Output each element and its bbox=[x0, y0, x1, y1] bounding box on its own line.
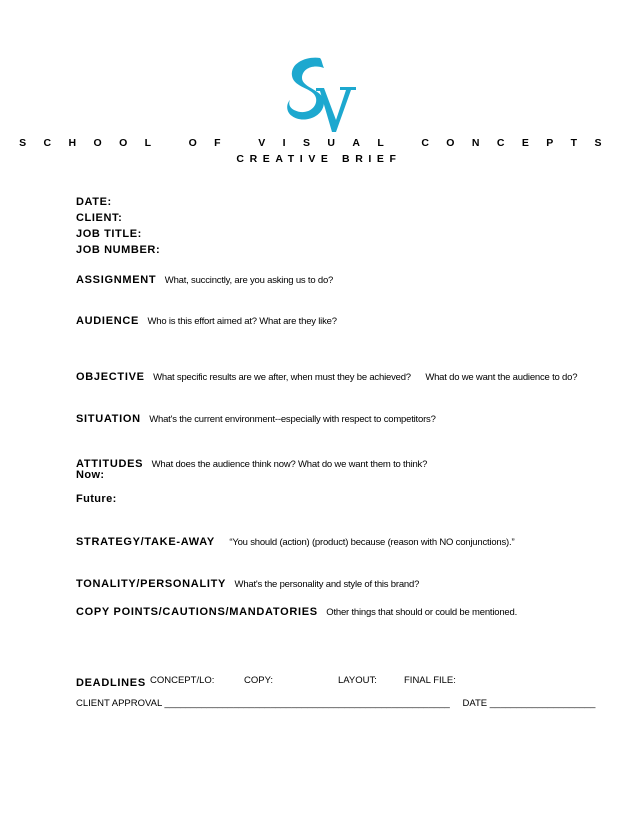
situation-section bbox=[76, 409, 436, 427]
copy-points-label: COPY POINTS/CAUTIONS/MANDATORIES bbox=[76, 606, 318, 618]
audience-question: Who is this effort aimed at? What are they like? bbox=[147, 316, 337, 327]
situation-question: What's the current environment--especially with respect to competitors? bbox=[149, 414, 436, 425]
copy-points-section bbox=[76, 602, 517, 620]
deadline-concept-label: CONCEPT/LO: bbox=[150, 675, 215, 686]
tonality-label: TONALITY/PERSONALITY bbox=[76, 578, 227, 590]
deadline-copy-label: COPY: bbox=[244, 675, 274, 686]
objective-question-2: What do we want the audience to do? bbox=[425, 372, 578, 383]
client-approval-field: CLIENT APPROVAL ______________________________________________________ bbox=[76, 698, 450, 709]
attitudes-future-label: Future: bbox=[76, 493, 117, 505]
attitudes-question: What does the audience think now? What do we want them to think? bbox=[151, 459, 428, 470]
school-name: SCHOOL OF VISUAL CONCEPTS bbox=[19, 137, 619, 149]
deadline-layout-label: LAYOUT: bbox=[338, 675, 377, 686]
tonality-question: What's the personality and style of this brand? bbox=[234, 579, 420, 590]
strategy-section bbox=[76, 532, 514, 550]
copy-points-question: Other things that should or could be mentioned. bbox=[326, 607, 518, 618]
approval-line bbox=[76, 698, 595, 709]
audience-label: AUDIENCE bbox=[76, 315, 140, 327]
deadlines-section bbox=[76, 673, 146, 691]
objective-section bbox=[76, 367, 577, 385]
approval-date-field: DATE ____________________ bbox=[462, 698, 596, 709]
client-field-label: CLIENT: bbox=[76, 212, 123, 224]
job-number-field-label: JOB NUMBER: bbox=[76, 244, 161, 256]
deadlines-label: DEADLINES bbox=[76, 677, 146, 689]
assignment-section bbox=[76, 270, 333, 288]
objective-label: OBJECTIVE bbox=[76, 371, 145, 383]
attitudes-now-label: Now: bbox=[76, 469, 105, 481]
assignment-label: ASSIGNMENT bbox=[76, 274, 157, 286]
audience-section bbox=[76, 311, 337, 329]
date-field-label: DATE: bbox=[76, 196, 112, 208]
document-title: CREATIVE BRIEF bbox=[236, 153, 402, 165]
strategy-label: STRATEGY/TAKE-AWAY bbox=[76, 536, 215, 548]
situation-label: SITUATION bbox=[76, 413, 141, 425]
strategy-question: “You should (action) (product) because (reason with NO conjunctions).” bbox=[229, 537, 515, 548]
attitudes-label: ATTITUDES bbox=[76, 458, 144, 470]
deadline-final-file-label: FINAL FILE: bbox=[404, 675, 456, 686]
tonality-section bbox=[76, 574, 419, 592]
svc-logo bbox=[280, 54, 360, 134]
attitudes-section bbox=[76, 454, 427, 472]
objective-question: What specific results are we after, when must they be achieved? bbox=[153, 372, 411, 383]
assignment-question: What, succinctly, are you asking us to do? bbox=[164, 275, 334, 286]
job-title-field-label: JOB TITLE: bbox=[76, 228, 142, 240]
